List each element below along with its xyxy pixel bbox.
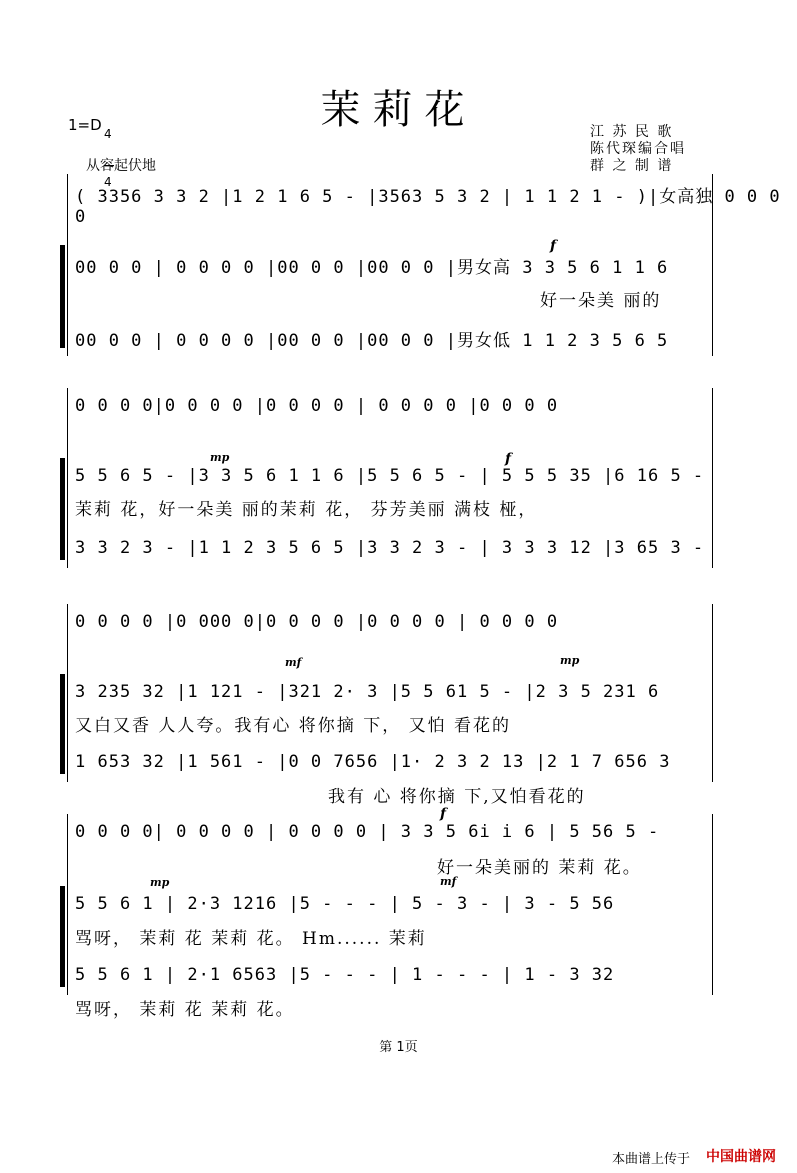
notation-row: ( 3356 3 3 2 |1 2 1 6 5 - |3563 5 3 2 | 1 1 2 1 - )|女高独 0 0 0 0 bbox=[75, 187, 781, 227]
footer-text: 本曲谱上传于 bbox=[612, 1152, 691, 1167]
tempo-marking: 从容起伏地 bbox=[86, 158, 156, 174]
notation-row: 5 5 6 1 | 2·3 1216 |5 - - - | 5 - 3 - | 3 - 5 56 bbox=[75, 894, 615, 914]
dynamic-marking: f bbox=[440, 806, 447, 822]
lyrics-line: 好一朵美 丽的 bbox=[540, 291, 662, 311]
credit-line-2: 陈代琛编合唱 bbox=[590, 141, 686, 157]
system-left-line bbox=[67, 174, 68, 356]
notation-row: 0 0 0 0 |0 000 0|0 0 0 0 |0 0 0 0 | 0 0 0 0 bbox=[75, 612, 559, 632]
key-signature: 1=D bbox=[68, 116, 102, 134]
system-end-line bbox=[712, 604, 713, 782]
time-denominator: 4 bbox=[104, 175, 112, 189]
notation-row: 0 0 0 0| 0 0 0 0 | 0 0 0 0 | 3 3 5 6i i 6 | 5 56 5 - bbox=[75, 822, 660, 842]
dynamic-marking: mp bbox=[150, 876, 170, 889]
notation-row: 5 5 6 1 | 2·1 6563 |5 - - - | 1 - - - | 1 - 3 32 bbox=[75, 965, 615, 985]
lyrics-line: 我有 心 将你摘 下,又怕看花的 bbox=[328, 787, 586, 807]
notation-row: 00 0 0 | 0 0 0 0 |00 0 0 |00 0 0 |男女高 3 3 5 6 1 1 6 bbox=[75, 258, 669, 278]
notation-row: 5 5 6 5 - |3 3 5 6 1 1 6 |5 5 6 5 - | 5 5 5 35 |6 16 5 - bbox=[75, 466, 705, 486]
choir-bracket bbox=[60, 245, 65, 348]
system-left-line bbox=[67, 604, 68, 782]
choir-bracket bbox=[60, 886, 65, 987]
system-left-line bbox=[67, 814, 68, 995]
lyrics-line: 茉莉 花，好一朵美 丽的茉莉 花， 芬芳美丽 满枝 桠， bbox=[75, 500, 538, 520]
dynamic-marking: mf bbox=[440, 875, 457, 888]
dynamic-marking: mp bbox=[210, 451, 230, 464]
system-end-line bbox=[712, 388, 713, 568]
notation-row: 0 0 0 0|0 0 0 0 |0 0 0 0 | 0 0 0 0 |0 0 0 0 bbox=[75, 396, 559, 416]
lyrics-line: 骂呀， 茉莉 花 茉莉 花。 bbox=[75, 1000, 295, 1020]
notation-row: 3 235 32 |1 121 - |321 2· 3 |5 5 61 5 - |2 3 5 231 6 bbox=[75, 682, 660, 702]
dynamic-marking: mp bbox=[560, 654, 580, 667]
notation-row: 3 3 2 3 - |1 1 2 3 5 6 5 |3 3 2 3 - | 3 3 3 12 |3 65 3 - bbox=[75, 538, 705, 558]
site-logo: 中国曲谱网 bbox=[706, 1149, 776, 1165]
dynamic-marking: mf bbox=[285, 656, 302, 669]
system-end-line bbox=[712, 814, 713, 995]
system-left-line bbox=[67, 388, 68, 568]
dynamic-marking: f bbox=[550, 238, 557, 254]
time-numerator: 4 bbox=[104, 127, 112, 141]
notation-row: 1 653 32 |1 561 - |0 0 7656 |1· 2 3 2 13 |2 1 7 656 3 bbox=[75, 752, 671, 772]
choir-bracket bbox=[60, 458, 65, 560]
page-number: 第 1页 bbox=[379, 1040, 418, 1055]
lyrics-line: 好一朵美丽的 茉莉 花。 bbox=[437, 858, 642, 878]
lyrics-line: 骂呀， 茉莉 花 茉莉 花。 Hm...... 茉莉 bbox=[75, 929, 427, 949]
choir-bracket bbox=[60, 674, 65, 774]
notation-row: 00 0 0 | 0 0 0 0 |00 0 0 |00 0 0 |男女低 1 1 2 3 5 6 5 bbox=[75, 331, 669, 351]
lyrics-line: 又白又香 人人夸。我有心 将你摘 下， 又怕 看花的 bbox=[75, 716, 512, 736]
dynamic-marking: f bbox=[505, 451, 512, 467]
credit-line-3: 群 之 制 谱 bbox=[590, 158, 674, 174]
credit-line-1: 江 苏 民 歌 bbox=[590, 124, 674, 140]
page-title: 茉莉花 bbox=[320, 87, 477, 133]
